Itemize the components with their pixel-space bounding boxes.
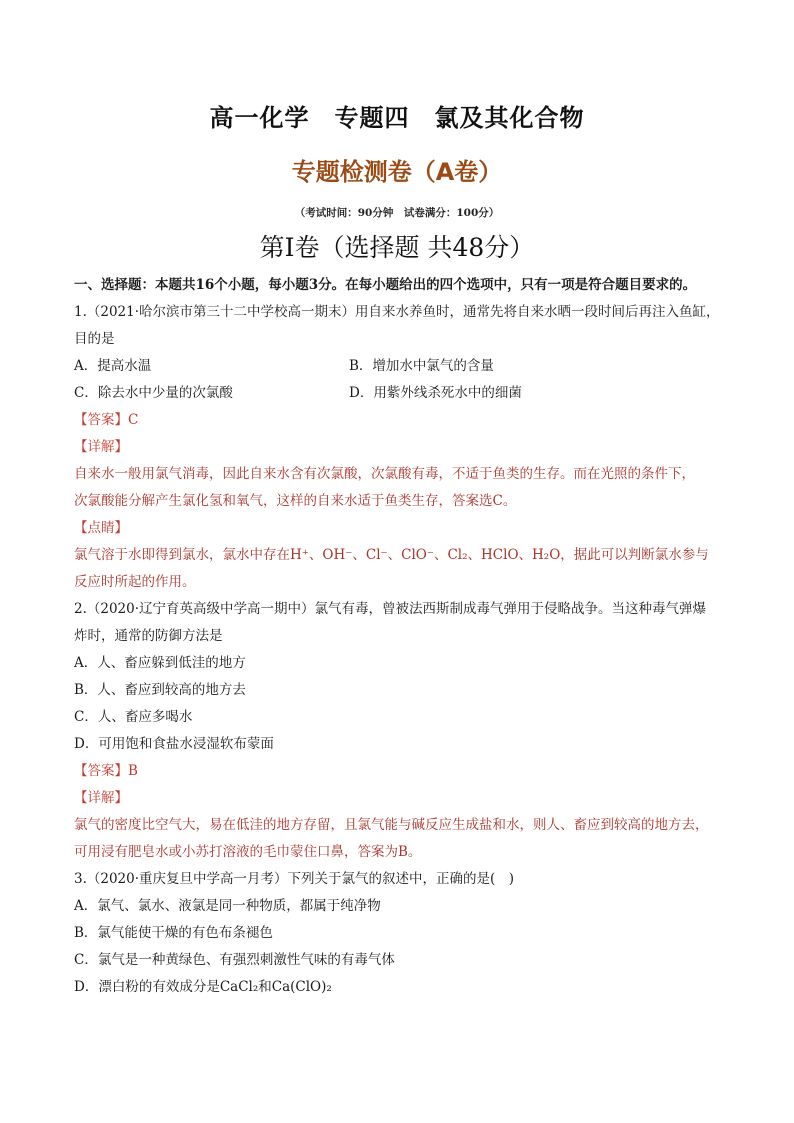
question-1-stem: 1.（2021·哈尔滨市第三十二中学校高一期末）用自来水养鱼时，通常先将自来水晒一段时间后再注入鱼缸，	[74, 304, 720, 320]
document-title: 高一化学 专题四 氯及其化合物	[209, 104, 585, 132]
option-b: B．人、畜应到较高的地方去	[74, 682, 246, 698]
answer-label: 【答案】C	[74, 412, 139, 428]
option-b: B．氯气能使干燥的有色布条褪色	[74, 925, 273, 941]
instructions: 一、选择题：本题共16个小题，每小题3分。在每小题给出的四个选项中，只有一项是符合题目要求的。	[74, 277, 697, 293]
detail-text: 氯气的密度比空气大，易在低洼的地方存留，且氯气能与碱反应生成盐和水，则人、畜应到较高的地方去，	[74, 817, 709, 833]
question-1-options-row-2	[74, 380, 724, 407]
option-d: D．可用饱和食盐水浸湿软布蒙面	[74, 736, 274, 752]
detail-text: 自来水一般用氯气消毒，因此自来水含有次氯酸，次氯酸有毒，不适于鱼类的生存。而在光照的条件下，	[74, 466, 695, 482]
option-b: B．增加水中氯气的含量	[349, 358, 494, 374]
option-d: D．用紫外线杀死水中的细菌	[349, 385, 522, 401]
question-1-stem-cont: 目的是	[74, 331, 115, 347]
note-label: 【点睛】	[74, 520, 128, 536]
section-heading: 第Ⅰ卷（选择题 共48分）	[259, 233, 535, 262]
option-a: A．人、畜应躲到低洼的地方	[74, 655, 246, 671]
option-a: A．提高水温	[74, 358, 152, 374]
question-2-stem-cont: 炸时，通常的防御方法是	[74, 628, 223, 644]
question-3-stem: 3.（2020·重庆复旦中学高一月考）下列关于氯气的叙述中，正确的是( )	[74, 871, 515, 887]
detail-text-cont: 可用浸有肥皂水或小苏打溶液的毛巾蒙住口鼻，答案为B。	[74, 844, 422, 860]
note-text: 氯气溶于水即得到氯水，氯水中存在H⁺、OH⁻、Cl⁻、ClO⁻、Cl₂、HClO、H₂O，据此可以判断氯水参与	[74, 547, 709, 563]
detail-label: 【详解】	[74, 790, 128, 806]
note-text-cont: 反应时所起的作用。	[74, 574, 196, 590]
detail-label: 【详解】	[74, 439, 128, 455]
document-subtitle: 专题检测卷（A卷）	[291, 158, 503, 186]
option-c: C．人、畜应多喝水	[74, 709, 193, 725]
questions-content	[74, 272, 724, 1001]
question-1-options-row-1	[74, 353, 724, 380]
option-c: C．氯气是一种黄绿色、有强烈刺激性气味的有毒气体	[74, 952, 395, 968]
question-2-stem: 2.（2020·辽宁育英高级中学高一期中）氯气有毒，曾被法西斯制成毒气弹用于侵略战争。当这种毒气弹爆	[74, 601, 707, 617]
exam-info: （考试时间：90分钟 试卷满分：100分）	[294, 207, 500, 219]
option-d: D．漂白粉的有效成分是CaCl₂和Ca(ClO)₂	[74, 979, 332, 995]
detail-text-cont: 次氯酸能分解产生氯化氢和氧气，这样的自来水适于鱼类生存，答案选C。	[74, 493, 517, 509]
answer-label: 【答案】B	[74, 763, 138, 779]
option-a: A．氯气、氯水、液氯是同一种物质，都属于纯净物	[74, 898, 381, 914]
option-c: C．除去水中少量的次氯酸	[74, 385, 233, 401]
